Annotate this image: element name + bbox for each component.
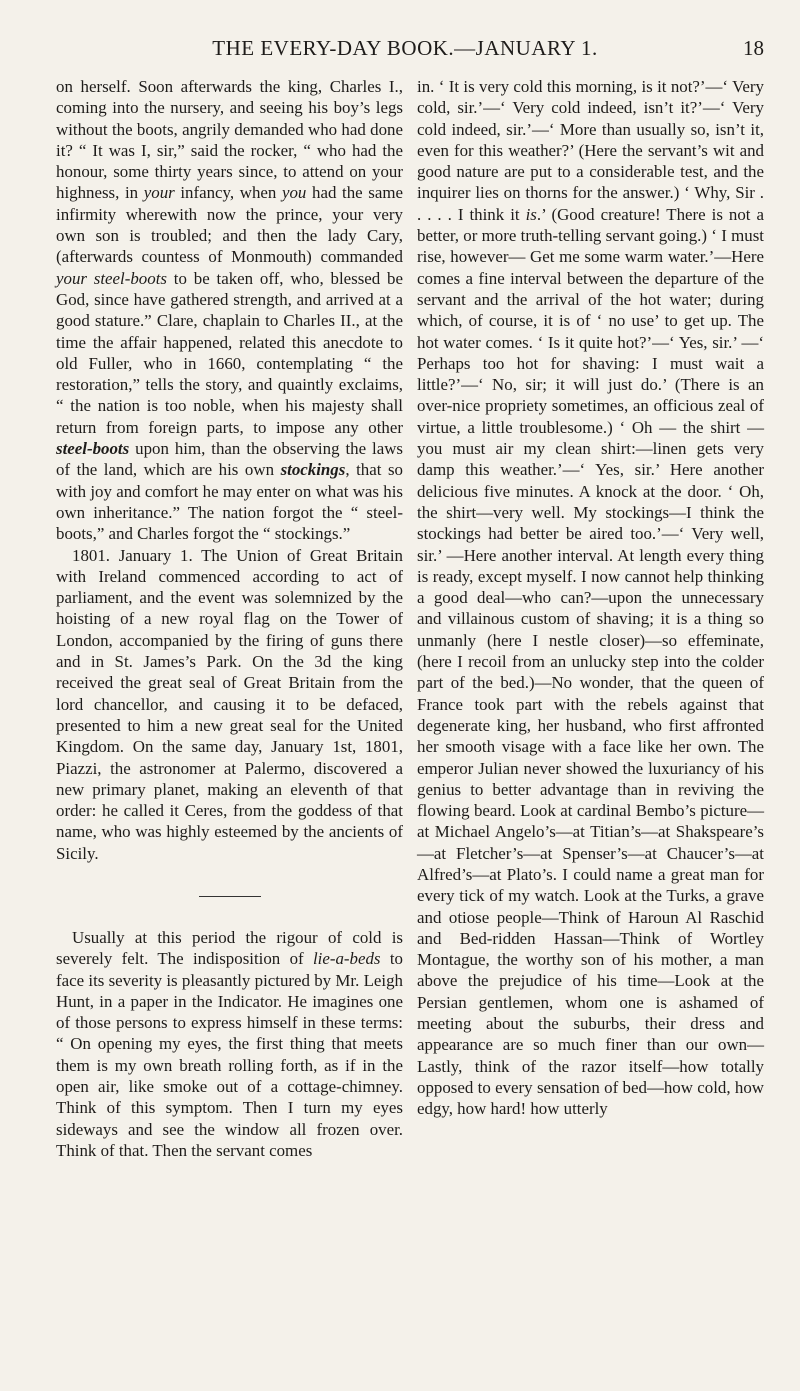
paragraph-union-1801: 1801. January 1. The Union of Great Britain with Ireland commenced according to act of parliament, and the event was solemnized by the hoisting of a new royal flag on the Tower of London, accompanied by the firing of guns there and in St. James’s Park. On the 3d the king received the great seal of Great Britain from the lord chancellor, and causing it to be defaced, presented to him a new great seal for the United Kingdom. On the same day, January 1st, 1801, Piazzi, the astronomer at Palermo, discovered a new primary planet, making an eleventh of that order: he called it Ceres, from the goddess of that name, who was highly esteemed by the ancients of Sicily.: [56, 545, 403, 863]
text-columns: [56, 76, 764, 1161]
running-head: THE EVERY-DAY BOOK.—JANUARY 1.: [212, 36, 598, 60]
paragraph-servant-dialogue: in. ‘ It is very cold this morning, is it not?’—‘ Very cold, sir.’—‘ Very cold indeed, isn’t it?’—‘ Very cold indeed, sir.’—‘ More than usually so, isn’t it, even for this weather?’ (Here the servant’s wit and good nature are put to a considerable test, and the inquirer lies on thorns for the answer.) ‘ Why, Sir . . . . . I think it is.’ (Good creature! There is not a better, or more truth-telling servant going.) ‘ I must rise, however— Get me some warm water.’—Here comes a fine interval between the departure of the servant and the arrival of the hot water; during which, of course, it is of ‘ no use’ to get up. The hot water comes. ‘ Is it quite hot?’—‘ Yes, sir.’ —‘ Perhaps too hot for shaving: I must wait a little?’—‘ No, sir; it will just do.’ (There is an over-nice propriety sometimes, an officious zeal of virtue, a little troublesome.) ‘ Oh — the shirt — you must air my clean shirt:—linen gets very damp this weather.’—‘ Yes, sir.’ Here another delicious five minutes. A knock at the door. ‘ Oh, the shirt—very well. My stockings—I think the stockings had better be aired too.’—‘ Very well, sir.’ —Here another interval. At length every thing is ready, except myself. I now cannot help thinking a good deal—who can?—upon the unnecessary and villainous custom of shaving; it is a thing so unmanly (here I nestle closer)—so effeminate, (here I recoil from an unlucky step into the colder part of the bed.)—No wonder, that the queen of France took part with the rebels against that degenerate king, her husband, who first affronted her smooth visage with a face like her own. The emperor Julian never showed the luxuriancy of his genius to better advantage than in reviving the flowing beard. Look at cardinal Bembo’s picture—at Michael Angelo’s—at Titian’s—at Shakspeare’s—at Fletcher’s—at Spenser’s—at Chaucer’s—at Alfred’s—at Plato’s. I could name a great man for every tick of my watch. Look at the Turks, a grave and otiose people—Think of Haroun Al Raschid and Bed-ridden Hassan—Think of Wortley Montague, the worthy son of his mother, a man above the prejudice of his time—Look at the Persian gentlemen, whom one is ashamed of meeting about the suburbs, their dress and appearance are so much finer than our own—Lastly, think of the razor itself—how totally opposed to every sensation of bed—how cold, how edgy, how hard! how utterly: [417, 77, 764, 1119]
paragraph-lie-a-beds: Usually at this period the rigour of cold is severely felt. The indisposition of lie-a-beds to face its severity is pleasantly pictured by Mr. Leigh Hunt, in a paper in the Indicator. He imagines one of those persons to express himself in these terms: “ On opening my eyes, the first thing that meets them is my own breath rolling forth, as if in the open air, like smoke out of a cottage-chimney. Think of this symptom. Then I turn my eyes sideways and see the window all frozen over. Think of that. Then the servant comes: [56, 927, 403, 1160]
page-number: 18: [743, 36, 764, 60]
left-column: [56, 76, 403, 1161]
section-divider: [199, 896, 261, 897]
page-header: [56, 36, 764, 76]
paragraph-royal-boots: on herself. Soon afterwards the king, Charles I., coming into the nursery, and seeing his boy’s legs without the boots, angrily demanded who had done it? “ It was I, sir,” said the rocker, “ who had the honour, some thirty years since, to attend on your highness, in your infancy, when you had the same infirmity wherewith now the prince, your very own son is troubled; and then the lady Cary, (afterwards countess of Monmouth) commanded your steel-boots to be taken off, who, blessed be God, since have gathered strength, and arrived at a good stature.” Clare, chaplain to Charles II., at the time the affair happened, related this anecdote to old Fuller, who in 1660, contemplating “ the restoration,” tells the story, and quaintly exclaims, “ the nation is too noble, when his majesty shall return from foreign parts, to impose any other steel-boots upon him, than the observing the laws of the land, which are his own stockings, that so with joy and comfort he may enter on what was his own inheritance.” The nation forgot the “ steel-boots,” and Charles forgot the “ stockings.”: [56, 77, 403, 544]
right-column: [417, 76, 764, 1161]
